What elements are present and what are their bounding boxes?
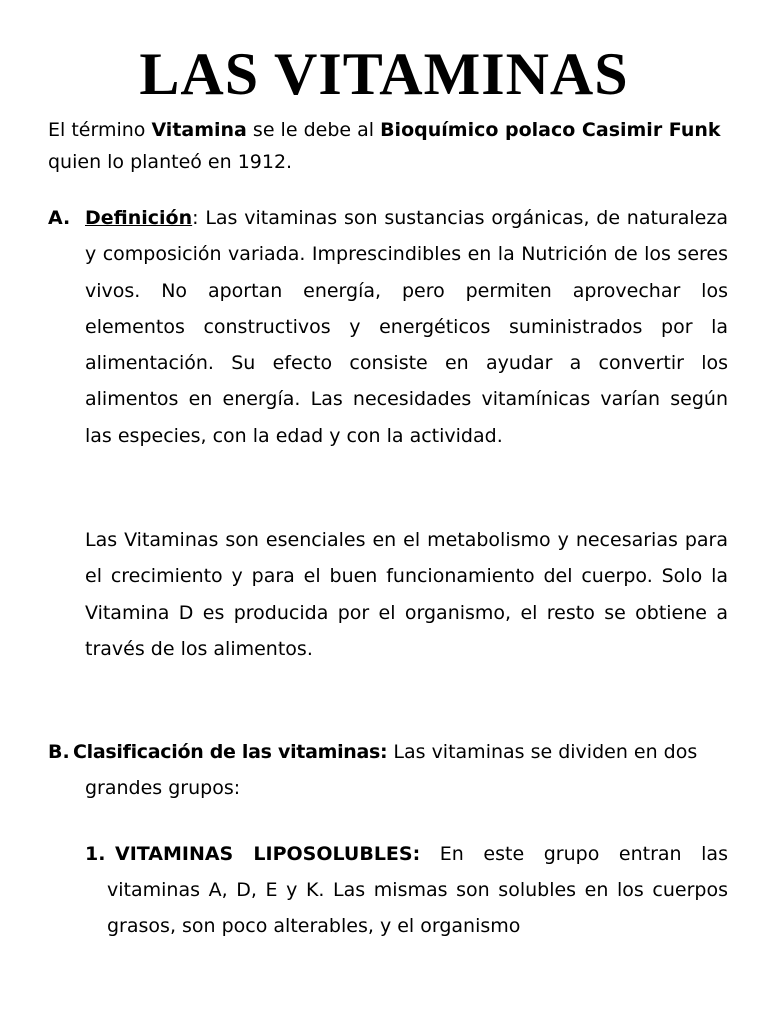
section-b-item-1-marker: 1. <box>85 843 106 865</box>
section-b-heading: Clasificación de las vitaminas: <box>73 741 388 763</box>
intro-text-2: se le debe al <box>246 119 381 141</box>
section-b-item-1-heading: VITAMINAS LIPOSOLUBLES: <box>115 843 421 865</box>
section-a-marker: A. <box>48 207 71 229</box>
section-a-definicion <box>48 200 728 454</box>
section-a-heading: Definición <box>85 207 193 229</box>
section-a-body: Las vitaminas son sustancias orgánicas, de naturaleza y composición variada. Imprescindibles en la Nutrición de los seres vivos. No aportan energía, pero permiten aprovechar los elementos constructivos y energéticos suministrados por la alimentación. Su efecto consiste en ayudar a convertir los alimentos en energía. Las necesidades vitamínicas varían según las especies, con la edad y con la actividad. <box>85 207 728 447</box>
document-title: LAS VITAMINAS <box>139 41 629 107</box>
section-b-item-1-body: En este grupo entran las vitaminas A, D, E y K. Las mismas son solubles en los cuerpos grasos, son poco alterables, y el organismo <box>107 843 728 937</box>
section-b-body: Las vitaminas se dividen en dos grandes grupos: <box>85 741 698 799</box>
section-b-marker: B. <box>48 741 70 763</box>
intro-bold-vitamina: Vitamina <box>151 119 247 141</box>
section-b-item-1 <box>85 836 728 944</box>
section-a-paragraph-2: Las Vitaminas son esenciales en el metabolismo y necesarias para el crecimiento y para el buen funcionamiento del cuerpo. Solo la Vitamina D es producida por el organismo, el resto se obtiene a través de los alimentos. <box>85 529 728 660</box>
intro-text-1: El término <box>48 119 152 141</box>
section-b-item-1-content <box>85 836 728 944</box>
section-a-content <box>48 200 728 454</box>
section-b-clasificacion <box>48 734 728 806</box>
intro-text-3: quien lo planteó en 1912. <box>48 151 293 173</box>
intro-bold-bioquimico: Bioquímico polaco Casimir Funk <box>380 119 721 141</box>
intro-paragraph <box>48 114 738 178</box>
section-b-content <box>48 734 728 806</box>
section-a-colon: : <box>192 207 199 229</box>
